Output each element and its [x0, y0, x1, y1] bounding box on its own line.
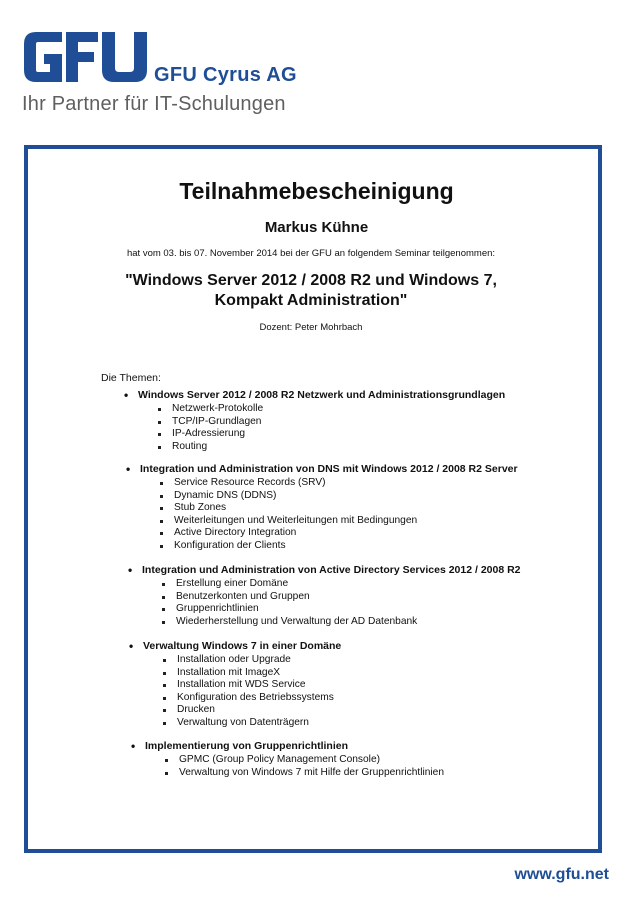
company-name: GFU Cyrus AG — [154, 64, 297, 86]
topic-item: Konfiguration des Betriebssystems — [161, 692, 341, 705]
topic-item: GPMC (Group Policy Management Console) — [163, 754, 444, 767]
topic-item: Verwaltung von Windows 7 mit Hilfe der Gruppenrichtlinien — [163, 767, 444, 780]
topic-item: Gruppenrichtlinien — [160, 603, 521, 616]
seminar-title-line-2: Kompakt Administration" — [214, 292, 408, 309]
theme-section — [129, 640, 341, 730]
gfu-logo — [22, 28, 150, 86]
topic-list — [161, 654, 341, 730]
topic-item: Installation oder Upgrade — [161, 654, 341, 667]
seminar-title — [0, 271, 622, 311]
topic-item: Routing — [156, 441, 505, 454]
topic-item: Service Resource Records (SRV) — [158, 477, 518, 490]
topic-item: Erstellung einer Domäne — [160, 578, 521, 591]
theme-section — [128, 564, 521, 628]
themes-label: Die Themen: — [101, 372, 161, 384]
theme-section — [124, 389, 505, 453]
website-link[interactable]: www.gfu.net — [514, 866, 609, 883]
topic-list — [156, 403, 505, 453]
section-title: • Windows Server 2012 / 2008 R2 Netzwerk und Administrationsgrundlagen — [124, 389, 505, 402]
lecturer: Dozent: Peter Mohrbach — [259, 322, 363, 333]
topic-list — [163, 754, 444, 779]
topic-item: Wiederherstellung und Verwaltung der AD Datenbank — [160, 616, 521, 629]
topic-item: Dynamic DNS (DDNS) — [158, 490, 518, 503]
topic-item: Weiterleitungen und Weiterleitungen mit Bedingungen — [158, 515, 518, 528]
topic-item: Drucken — [161, 704, 341, 717]
section-title: • Integration und Administration von Active Directory Services 2012 / 2008 R2 — [128, 564, 521, 577]
topic-item: Installation mit ImageX — [161, 667, 341, 680]
topic-item: Verwaltung von Datenträgern — [161, 717, 341, 730]
theme-section — [131, 740, 444, 779]
participant-name: Markus Kühne — [264, 219, 369, 236]
topic-list — [160, 578, 521, 628]
topic-list — [158, 477, 518, 553]
topic-item: Benutzerkonten und Gruppen — [160, 591, 521, 604]
topic-item: IP-Adressierung — [156, 428, 505, 441]
section-title: • Implementierung von Gruppenrichtlinien — [131, 740, 444, 753]
seminar-title-line-1: "Windows Server 2012 / 2008 R2 und Windows 7, — [125, 272, 497, 289]
section-title: • Integration und Administration von DNS mit Windows 2012 / 2008 R2 Server — [126, 463, 518, 476]
topic-item: Stub Zones — [158, 502, 518, 515]
theme-section — [126, 463, 518, 553]
topic-item: Active Directory Integration — [158, 527, 518, 540]
attendance-text: hat vom 03. bis 07. November 2014 bei der GFU an folgendem Seminar teilgenommen: — [126, 248, 496, 259]
tagline: Ihr Partner für IT-Schulungen — [22, 93, 286, 115]
section-title: • Verwaltung Windows 7 in einer Domäne — [129, 640, 341, 653]
topic-item: Installation mit WDS Service — [161, 679, 341, 692]
topic-item: Konfiguration der Clients — [158, 540, 518, 553]
topic-item: Netzwerk-Protokolle — [156, 403, 505, 416]
topic-item: TCP/IP-Grundlagen — [156, 416, 505, 429]
certificate-title: Teilnahmebescheinigung — [179, 178, 454, 204]
